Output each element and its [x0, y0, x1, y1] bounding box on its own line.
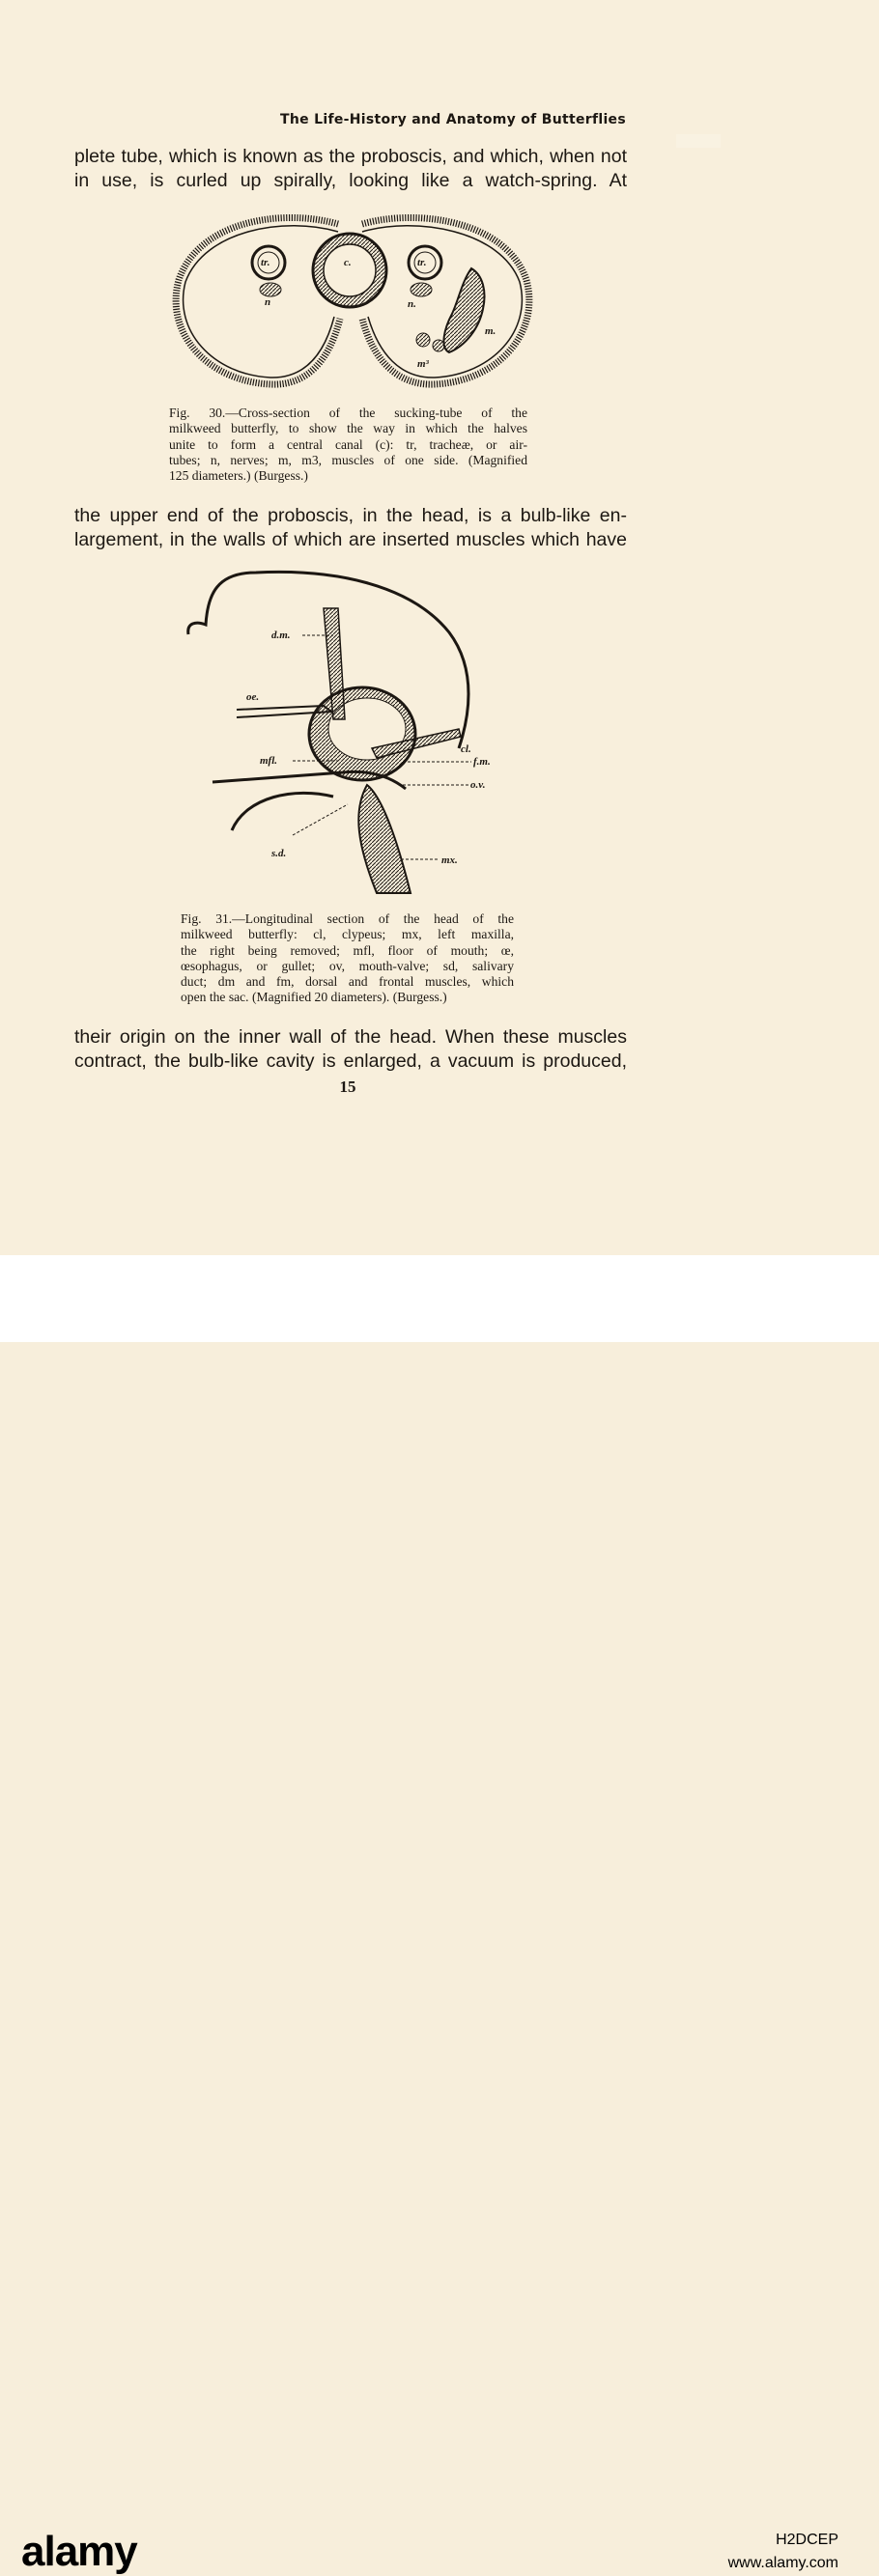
book-page [0, 0, 879, 1255]
figure-30-caption [169, 406, 527, 484]
caption-line: milkweed butterfly, to show the way in which the halves [169, 421, 527, 436]
salivary-duct [232, 793, 333, 830]
label-oe: oe. [246, 691, 260, 703]
paragraph-2-line: the upper end of the proboscis, in the head, is a bulb-like en- [74, 505, 627, 526]
maxilla [358, 785, 411, 893]
label-mx: mx. [441, 854, 458, 866]
label-fm: f.m. [473, 756, 491, 768]
label-sd: s.d. [271, 848, 287, 859]
muscle-mass [443, 268, 484, 352]
caption-line: tubes; n, nerves; m, m3, muscles of one side. (Magnified [169, 452, 527, 467]
caption-line: the right being removed; mfl, floor of mouth; œ, [181, 942, 514, 958]
label-c: c. [344, 257, 352, 268]
caption-line: duct; dm and fm, dorsal and frontal muscles, which [181, 974, 514, 990]
right-half-wall [362, 217, 529, 384]
page-number: 15 [339, 1078, 356, 1096]
site-url: www.alamy.com [727, 2555, 838, 2571]
label-tr-right: tr. [417, 257, 427, 268]
figure-30-cross-section [164, 203, 551, 396]
left-half-wall [176, 217, 340, 384]
label-dm: d.m. [271, 630, 291, 641]
figure-31-longitudinal-section [179, 565, 507, 903]
muscle-m3-a [416, 333, 430, 347]
caption-line: open the sac. (Magnified 20 diameters). (Burgess.) [181, 990, 447, 1005]
figure-31-caption [181, 911, 514, 1006]
caption-line: œsophagus, or gullet; ov, mouth-valve; sd, salivary [181, 958, 514, 973]
label-tr-left: tr. [261, 257, 270, 268]
caption-line: Fig. 30.—Cross-section of the sucking-tube of the [169, 406, 527, 420]
muscle-m3-b [433, 340, 444, 351]
paragraph-3-line: contract, the bulb-like cavity is enlarged, a vacuum is produced, [74, 1050, 627, 1072]
label-mfl: mfl. [260, 755, 278, 767]
paragraph-2 [74, 504, 627, 552]
nerve-right [411, 283, 432, 296]
image-id: H2DCEP [776, 2532, 838, 2548]
alamy-logo: alamy [21, 2528, 137, 2575]
label-m: m. [485, 325, 496, 337]
watermark-mark: ▬ [676, 107, 721, 157]
label-ov: o.v. [470, 779, 486, 791]
label-n-right: n. [408, 298, 416, 310]
paragraph-1-line: plete tube, which is known as the proboscis, and which, when not [74, 146, 627, 167]
caption-line: milkweed butterfly: cl, clypeus; mx, left maxilla, [181, 927, 514, 942]
paragraph-1-line: in use, is curled up spirally, looking like a watch-spring. At [74, 170, 627, 191]
label-n-left: n [265, 296, 271, 308]
floor-of-mouth [213, 771, 406, 789]
caption-line: Fig. 31.—Longitudinal section of the head of the [181, 911, 514, 926]
paragraph-2-line: largement, in the walls of which are inserted muscles which have [74, 529, 627, 550]
paragraph-1 [74, 145, 627, 193]
paragraph-3 [74, 1025, 627, 1074]
label-cl: cl. [461, 743, 471, 755]
stock-footer [0, 1255, 879, 2575]
caption-line: unite to form a central canal (c): tr, tracheæ, or air- [169, 436, 527, 452]
nerve-left [260, 283, 281, 296]
label-m3: m³ [417, 358, 429, 370]
running-header: The Life-History and Anatomy of Butterflies [280, 112, 626, 127]
caption-line: 125 diameters.) (Burgess.) [169, 468, 308, 484]
paragraph-3-line: their origin on the inner wall of the head. When these muscles [74, 1026, 627, 1048]
